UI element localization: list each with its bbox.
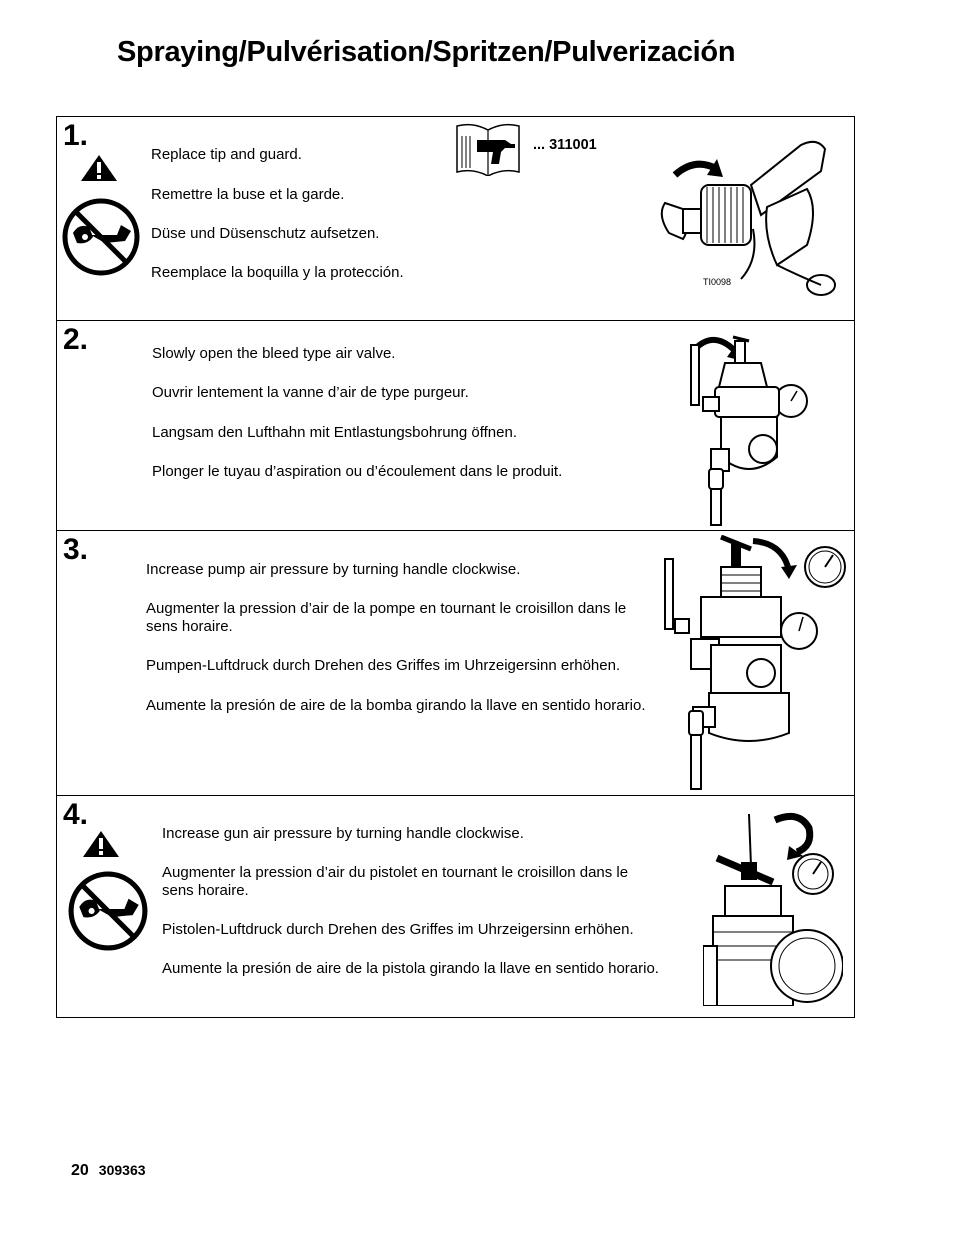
step-text-fr: Remettre la buse et la garde. [151,186,345,203]
step-number: 1. [63,119,89,152]
step-number: 3. [63,533,89,566]
air-regulator-illustration [685,329,815,527]
step-number: 4. [63,798,89,831]
figure-id: TI0098 [703,277,732,287]
step-4-box [56,795,855,1018]
step-text-de: Pumpen-Luftdruck durch Drehen des Griffes im Uhrzeigersinn erhöhen. [146,657,621,674]
step-text-de: Pistolen-Luftdruck durch Drehen des Griffes im Uhrzeigersinn erhöhen. [162,921,634,938]
manual-book-icon [455,122,521,176]
page-footer [71,1162,146,1180]
page-title: Spraying/Pulvérisation/Spritzen/Pulverización [117,36,736,68]
step-text-es: Aumente la presión de aire de la pistola girando la llave en sentido horario. [162,960,659,977]
air-regulator-illustration [703,806,843,1006]
step-text-de: Langsam den Lufthahn mit Entlastungsbohrung öffnen. [152,424,517,441]
step-text-fr: Augmenter la pression d’air du pistolet en tournant le croisillon dans le sens horaire. [162,864,629,899]
document-number: 309363 [98,1162,146,1178]
step-text-de: Düse und Düsenschutz aufsetzen. [151,225,380,242]
step-text-en: Increase gun air pressure by turning handle clockwise. [162,825,524,842]
step-text-es: Plonger le tuyau d’aspiration ou d’écoulement dans le produit. [152,463,563,480]
step-number: 2. [63,323,89,356]
spray-gun-illustration [657,125,837,305]
page-number: 20 [71,1162,89,1179]
manual-reference: ... 311001 [533,137,597,153]
step-text-en: Replace tip and guard. [151,146,302,163]
step-text-es: Aumente la presión de aire de la bomba girando la llave en sentido horario. [146,697,646,714]
step-text-en: Slowly open the bleed type air valve. [152,345,396,362]
step-text-fr: Ouvrir lentement la vanne d’air de type purgeur. [152,384,469,401]
step-1-box [56,116,855,321]
step-text-fr: Augmenter la pression d’air de la pompe en tournant le croisillon dans le sens horaire. [146,600,627,635]
warning-triangle-icon [79,153,119,183]
warning-triangle-icon [81,829,121,859]
step-2-box [56,320,855,531]
air-regulator-illustration [661,535,853,791]
step-text-es: Reemplace la boquilla y la protección. [151,264,404,281]
no-hand-at-tip-icon [61,197,141,277]
step-3-box [56,530,855,796]
step-text-en: Increase pump air pressure by turning handle clockwise. [146,561,521,578]
no-hand-at-tip-icon [67,870,149,952]
